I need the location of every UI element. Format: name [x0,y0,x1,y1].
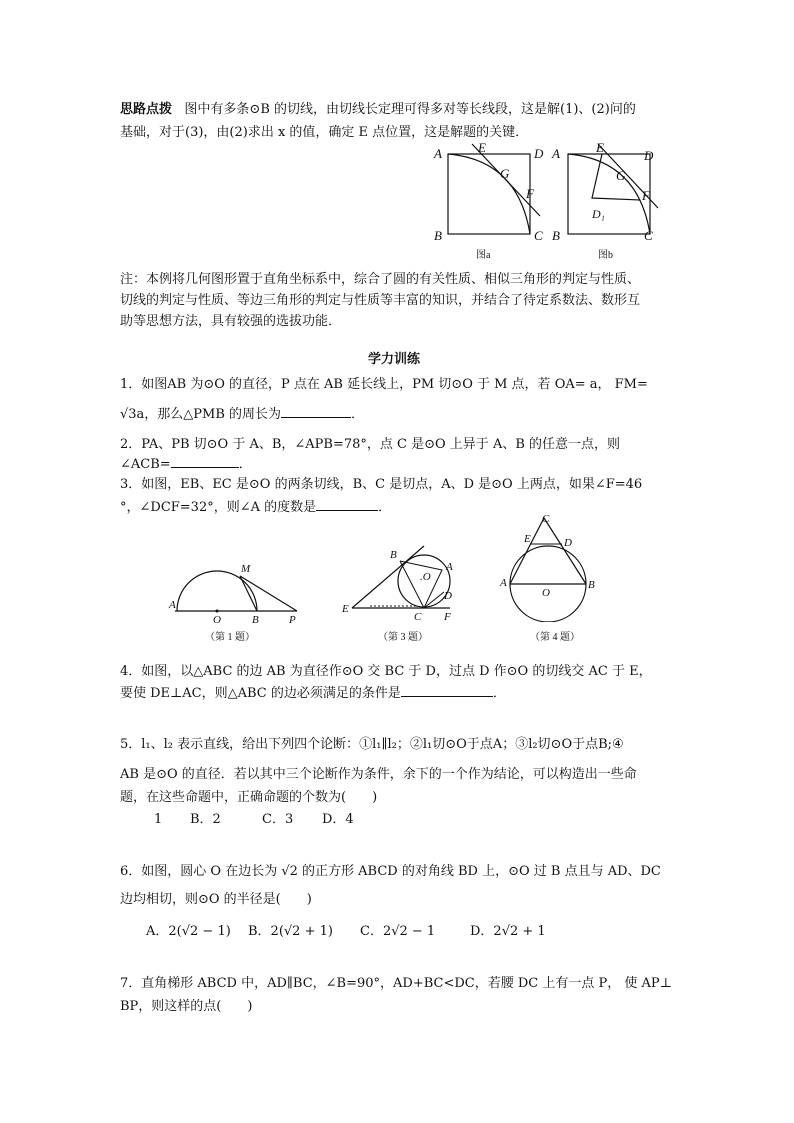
note-line-2: 切线的判定与性质、等边三角形的判定与性质等丰富的知识，并结合了待定系数法、数形互 [120,293,641,308]
q1-end: ． [351,407,365,422]
fig-a-label-A: A [434,146,442,161]
fig-a-label-B: B [434,228,442,243]
q4-end: ． [492,686,506,701]
fig-b-label-A: A [552,146,560,161]
fig1-label-M: M [241,563,251,575]
fig1-label-O: O [213,614,221,626]
q6-option-c[interactable]: C．2√2 − 1 [360,924,436,939]
q4-line-1: 4．如图，以△ABC 的边 AB 为直径作⊙O 交 BC 于 D，过点 D 作⊙O 的切线交 AC 于 E， [120,664,652,679]
q5-line-3: 题，在这些命题中，正确命题的个数为( ) [120,790,378,805]
q1-line-1: 1．如图AB 为⊙O 的直径，P 点在 AB 延长线上，PM 切⊙O 于 M 点，若 OA= a， FM= [120,377,648,392]
q4-answer-blank[interactable] [401,684,493,697]
q3-end: ． [378,500,392,515]
q5-options [154,808,354,827]
fig-b-label-E: E [596,140,604,155]
fig-a-label-E: E [478,140,486,155]
fig4-label-E: E [524,533,531,545]
hint-label: 思路点拨 [120,102,173,117]
q6-line-2: 边均相切，则⊙O 的半径是( ) [120,892,312,907]
fig1-label-A: A [169,599,176,611]
q5-option-b[interactable]: B．2 [190,812,221,827]
section-title: 学力训练 [368,352,421,367]
fig-b-label-F: F [642,188,650,203]
fig3-label-O: .O [420,571,431,583]
fig3-label-D: D [444,590,452,602]
q6-option-a[interactable]: A．2(√2 − 1) [146,924,231,939]
fig-b-label-D: D [644,148,654,163]
figure-q1-caption: （第 1 题） [205,632,255,643]
q3-line-2 [120,496,391,515]
q2-text: ∠ACB= [120,457,171,472]
q3-answer-blank[interactable] [316,498,378,511]
q6-line-1: 6．如图，圆心 O 在边长为 √2 的正方形 ABCD 的对角线 BD 上，⊙O 过 B 点且与 AD、DC [120,864,661,879]
note-line-1: 注：本例将几何图形置于直角坐标系中，综合了圆的有关性质、相似三角形的判定与性质、 [120,272,641,287]
q3-text: °，∠DCF=32°，则∠A 的度数是 [120,500,317,515]
q2-end: ． [238,457,252,472]
fig4-label-B: B [588,579,595,591]
fig1-label-P: P [289,614,296,626]
hint-text-1: 图中有多条⊙B 的切线，由切线长定理可得多对等长线段，这是解(1)、(2)问的 [184,102,636,117]
fig-b-label-G: G [616,168,626,183]
hint-line-1 [120,98,636,117]
q5-option-a[interactable]: 1 [154,812,163,827]
q1-text: √3a，那么△PMB 的周长为 [120,407,282,422]
fig-b-label-B: B [552,228,560,243]
fig4-label-D: D [564,537,572,549]
fig3-label-B: B [390,549,397,561]
figure-q4 [498,512,608,622]
q5-option-c[interactable]: C．3 [262,812,294,827]
figure-a-caption: 图a [476,250,491,261]
fig4-label-A: A [500,577,507,589]
fig3-label-A: A [446,561,453,573]
fig-a-label-F: F [526,186,534,201]
q5-line-2: AB 是⊙O 的直径．若以其中三个论断作为条件，余下的一个作为结论，可以构造出一些命 [120,767,637,782]
figure-b-caption: 图b [598,250,613,261]
fig4-label-O: O [542,587,550,599]
fig3-label-F: F [444,611,451,623]
q5-line-1: 5．l₁、l₂ 表示直线，给出下列四个论断：①l₁∥l₂；②l₁切⊙O于点A；③l₂切⊙O于点B;④ [120,737,624,752]
q6-option-d[interactable]: D．2√2 + 1 [470,924,546,939]
fig-b-label-C: C [644,228,653,243]
q2-line-2 [120,453,252,472]
fig-b-label-D1: D₁ [592,207,605,221]
q4-line-2 [120,682,506,701]
fig-a-label-G: G [500,166,510,181]
fig3-label-C: C [414,611,422,623]
q7-line-2: BP，则这样的点( ) [120,999,253,1014]
figure-q4-caption: （第 4 题） [530,632,580,643]
figure-q3 [340,544,460,624]
fig1-label-B: B [252,614,259,626]
q1-line-2 [120,403,364,422]
hint-line-2: 基础，对于(3)，由(2)求出 x 的值，确定 E 点位置，这是解题的关键． [120,125,529,140]
fig3-label-E: E [342,603,349,615]
q2-answer-blank[interactable] [171,455,239,468]
fig4-label-C: C [542,513,550,525]
q1-answer-blank[interactable] [281,405,351,418]
fig-a-label-C: C [534,228,543,243]
fig-a-label-D: D [534,146,544,161]
q6-option-b[interactable]: B．2(√2 + 1) [248,924,333,939]
q4-text: 要使 DE⊥AC，则△ABC 的边必须满足的条件是 [120,686,401,701]
q5-option-d[interactable]: D．4 [322,812,354,827]
note-line-3: 助等思想方法，具有较强的选拔功能． [120,314,342,329]
figure-q1 [165,556,315,626]
figure-q3-caption: （第 3 题） [378,632,428,643]
q7-line-1: 7．直角梯形 ABCD 中，AD∥BC，∠B=90°，AD+BC<DC，若腰 DC 上有一点 P， 使 AP⊥ [120,976,672,991]
q3-line-1: 3．如图，EB、EC 是⊙O 的两条切线，B、C 是切点，A、D 是⊙O 上两点，如果∠F=46 [120,477,643,492]
q2-line-1: 2．PA、PB 切⊙O 于 A、B，∠APB=78°，点 C 是⊙O 上异于 A、B 的任意一点，则 [120,437,621,452]
q6-options [146,920,546,939]
